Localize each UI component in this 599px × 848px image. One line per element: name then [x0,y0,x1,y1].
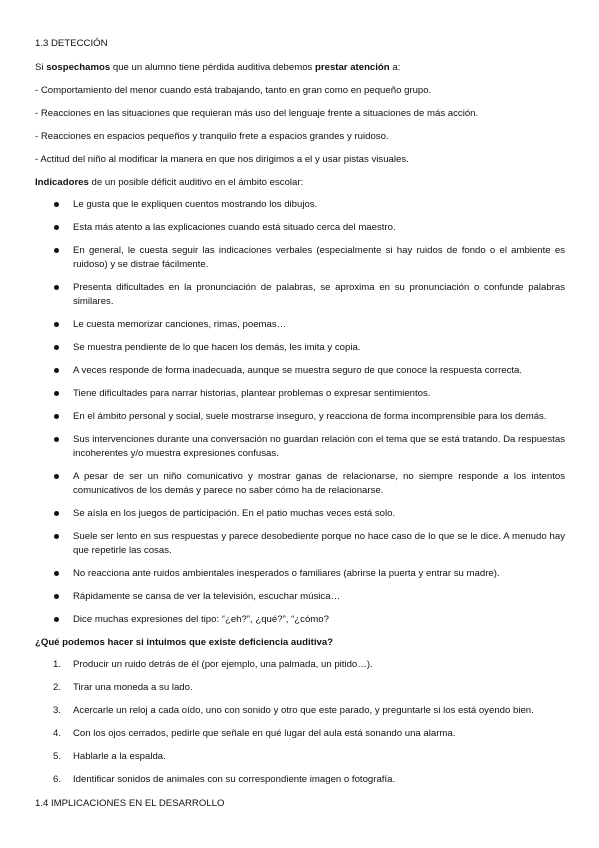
bullet-icon [54,534,59,539]
list-item-text: En el ámbito personal y social, suele mostrarse inseguro, y reacciona de forma incomprensible para los demás. [73,411,547,422]
step-text: Identificar sonidos de animales con su correspondiente imagen o fotografía. [73,774,396,785]
list-item-text: Se aísla en los juegos de participación. En el patio muchas veces está solo. [73,508,396,519]
bullet-icon [54,368,59,373]
indicators-bold: Indicadores [35,177,89,188]
list-item [35,387,565,401]
list-item [35,364,565,378]
list-item [35,410,565,424]
list-item [35,613,565,627]
intro-mid: que un alumno tiene pérdida auditiva debemos [110,62,316,73]
intro-bold-prestar-atencion: prestar atención [315,62,390,73]
bullet-icon [54,202,59,207]
bullet-icon [54,437,59,442]
list-item [35,507,565,521]
step-number: 1. [53,659,62,670]
bullet-icon [54,345,59,350]
step-number: 6. [53,774,62,785]
section-heading-implicaciones: 1.4 IMPLICACIONES EN EL DESARROLLO [35,798,225,809]
document-page [35,37,565,821]
section-heading-deteccion: 1.3 DETECCIÓN [35,38,108,49]
bullet-icon [54,391,59,396]
list-item [35,244,565,272]
step-number: 5. [53,751,62,762]
list-item-text: Le cuesta memorizar canciones, rimas, poemas… [73,319,287,330]
step-number: 3. [53,705,62,716]
bullet-icon [54,414,59,419]
intro-paragraph [35,61,565,75]
list-item [35,704,565,718]
list-item-text: Presenta dificultades en la pronunciación de palabras, se aproxima en su pronunciación o confunde palabras similares. [73,282,565,307]
list-item-text: A veces responde de forma inadecuada, aunque se muestra seguro de que conoce la respuesta correcta. [73,365,523,376]
list-item [35,658,565,672]
dash-item: - Actitud del niño al modificar la manera en que nos dirigimos a el y usar pistas visuales. [35,154,409,165]
list-item-text: Se muestra pendiente de lo que hacen los demás, les imita y copia. [73,342,361,353]
step-number: 4. [53,728,62,739]
bullet-icon [54,225,59,230]
list-item [35,773,565,787]
list-item [35,433,565,461]
list-item [35,198,565,212]
list-item [35,727,565,741]
bullet-icon [54,322,59,327]
step-text: Hablarle a la espalda. [73,751,166,762]
list-item-text: Tiene dificultades para narrar historias, plantear problemas o expresar sentimientos. [73,388,431,399]
indicators-rest: de un posible déficit auditivo en el ámbito escolar: [88,177,304,188]
bullet-icon [54,571,59,576]
indicators-list [35,198,565,627]
list-item [35,341,565,355]
list-item-text: Sus intervenciones durante una conversación no guardan relación con el tema que se está tratando. Da respuestas incoherentes y/o muestra expresiones confusas. [73,434,565,459]
list-item-text: A pesar de ser un niño comunicativo y mostrar ganas de relacionarse, no siempre responde a los intentos comunicativos de los demás y parece no saber cómo ha de relacionarse. [73,471,565,496]
list-item [35,750,565,764]
list-item-text: Esta más atento a las explicaciones cuando está situado cerca del maestro. [73,222,396,233]
question-heading [35,636,565,650]
bullet-icon [54,474,59,479]
bullet-icon [54,594,59,599]
list-item-text: Le gusta que le expliquen cuentos mostrando los dibujos. [73,199,318,210]
list-item [35,530,565,558]
dash-item: - Reacciones en las situaciones que requieran más uso del lenguaje frente a situaciones de más acción. [35,108,479,119]
steps-list [35,658,565,787]
bullet-icon [54,511,59,516]
dash-item: - Comportamiento del menor cuando está trabajando, tanto en gran como en pequeño grupo. [35,85,432,96]
bullet-icon [54,248,59,253]
intro-bold-sospechamos: sospechamos [46,62,111,73]
step-number: 2. [53,682,62,693]
dash-item: - Reacciones en espacios pequeños y tranquilo frete a espacios grandes y ruidoso. [35,131,389,142]
list-item [35,590,565,604]
step-text: Producir un ruido detrás de él (por ejemplo, una palmada, un pitido…). [73,659,373,670]
list-item-text: Rápidamente se cansa de ver la televisión, escuchar música… [73,591,341,602]
step-text: Con los ojos cerrados, pedirle que señale en qué lugar del aula está sonando una alarma. [73,728,456,739]
list-item [35,681,565,695]
list-item-text: No reacciona ante ruidos ambientales inesperados o familiares (abrirse la puerta y entrar su madre). [73,568,500,579]
intro-pre: Si [35,62,47,73]
indicators-paragraph [35,176,565,190]
list-item [35,221,565,235]
list-item [35,318,565,332]
step-text: Acercarle un reloj a cada oído, uno con sonido y otro que este parado, y preguntarle si los está oyendo bien. [73,705,534,716]
list-item-text: En general, le cuesta seguir las indicaciones verbales (especialmente si hay ruidos de fondo o el ambiente es ruidoso) y se distrae fácilmente. [73,245,565,270]
list-item-text: Suele ser lento en sus respuestas y parece desobediente porque no hace caso de lo que se le dice. A menudo hay que repetirle las cosas. [73,531,565,556]
bullet-icon [54,285,59,290]
list-item-text: Dice muchas expresiones del tipo: “¿eh?”, ¿qué?”, “¿cómo? [73,614,329,625]
question-text: ¿Qué podemos hacer si intuimos que existe deficiencia auditiva? [35,637,334,648]
intro-post: a: [389,62,401,73]
list-item [35,281,565,309]
list-item [35,567,565,581]
bullet-icon [54,617,59,622]
list-item [35,470,565,498]
step-text: Tirar una moneda a su lado. [73,682,193,693]
